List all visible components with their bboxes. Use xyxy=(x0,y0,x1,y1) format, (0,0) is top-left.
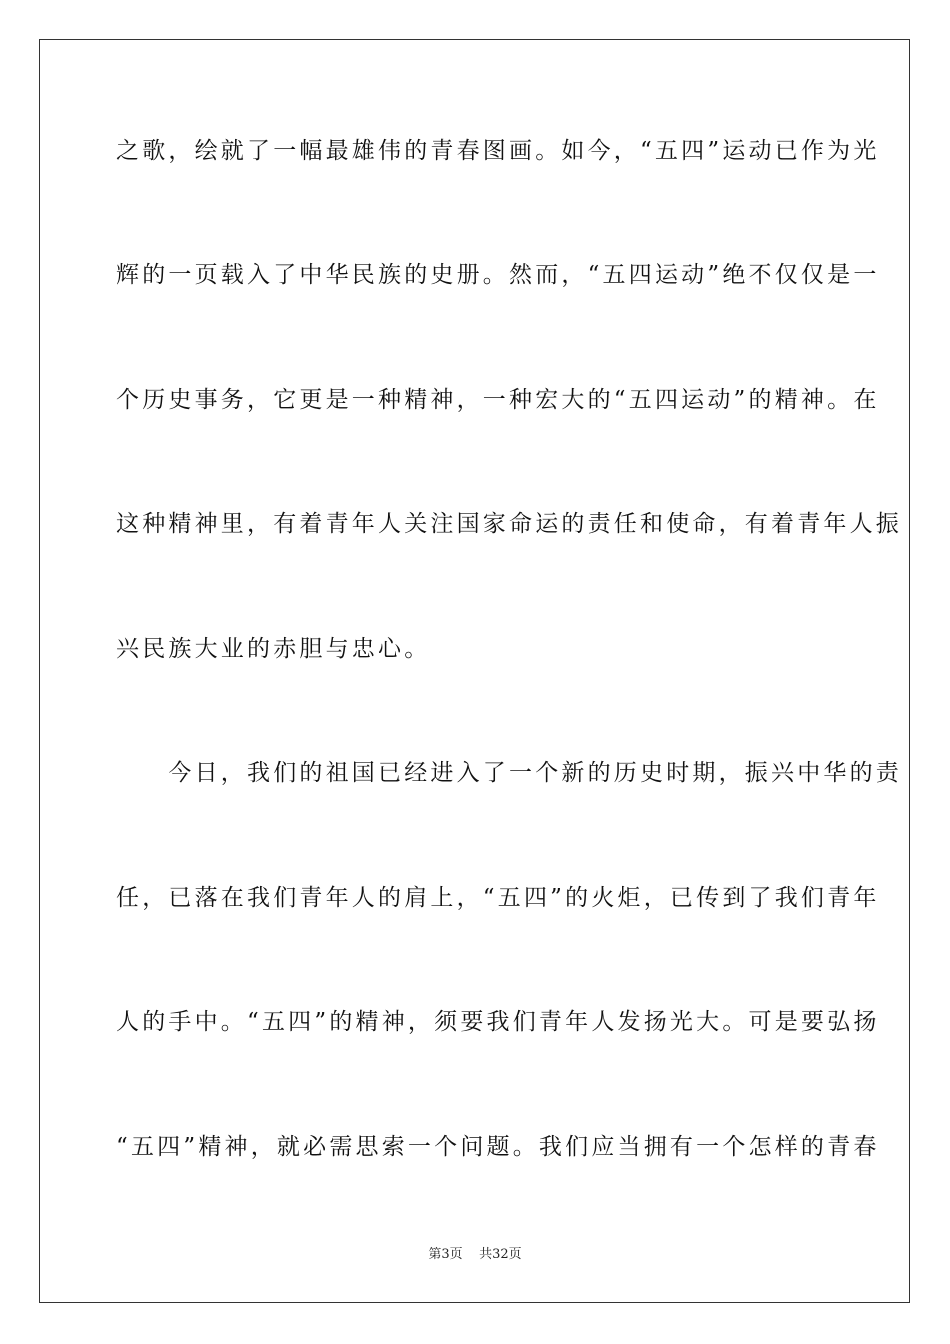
paragraph-line: 今日，我们的祖国已经进入了一个新的历史时期，振兴中华的责 xyxy=(116,760,902,786)
paragraph-line: 之歌，绘就了一幅最雄伟的青春图画。如今，“五四”运动已作为光 xyxy=(116,138,880,164)
paragraph-line: 辉的一页载入了中华民族的史册。然而，“五四运动”绝不仅仅是一 xyxy=(116,262,880,288)
paragraph-line: 人的手中。“五四”的精神，须要我们青年人发扬光大。可是要弘扬 xyxy=(116,1009,880,1035)
total-pages-label: 共32页 xyxy=(479,1247,522,1262)
current-page-label: 第3页 xyxy=(428,1247,463,1262)
paragraph-line: 任，已落在我们青年人的肩上，“五四”的火炬，已传到了我们青年 xyxy=(116,885,880,911)
paragraph-line: 这种精神里，有着青年人关注国家命运的责任和使命，有着青年人振 xyxy=(116,511,902,537)
page-border xyxy=(39,39,910,1303)
paragraph-line: “五四”精神，就必需思索一个问题。我们应当拥有一个怎样的青春 xyxy=(116,1134,880,1160)
paragraph-line: 个历史事务，它更是一种精神，一种宏大的“五四运动”的精神。在 xyxy=(116,387,880,413)
page-footer xyxy=(0,1246,950,1264)
paragraph-line: 兴民族大业的赤胆与忠心。 xyxy=(116,636,431,662)
